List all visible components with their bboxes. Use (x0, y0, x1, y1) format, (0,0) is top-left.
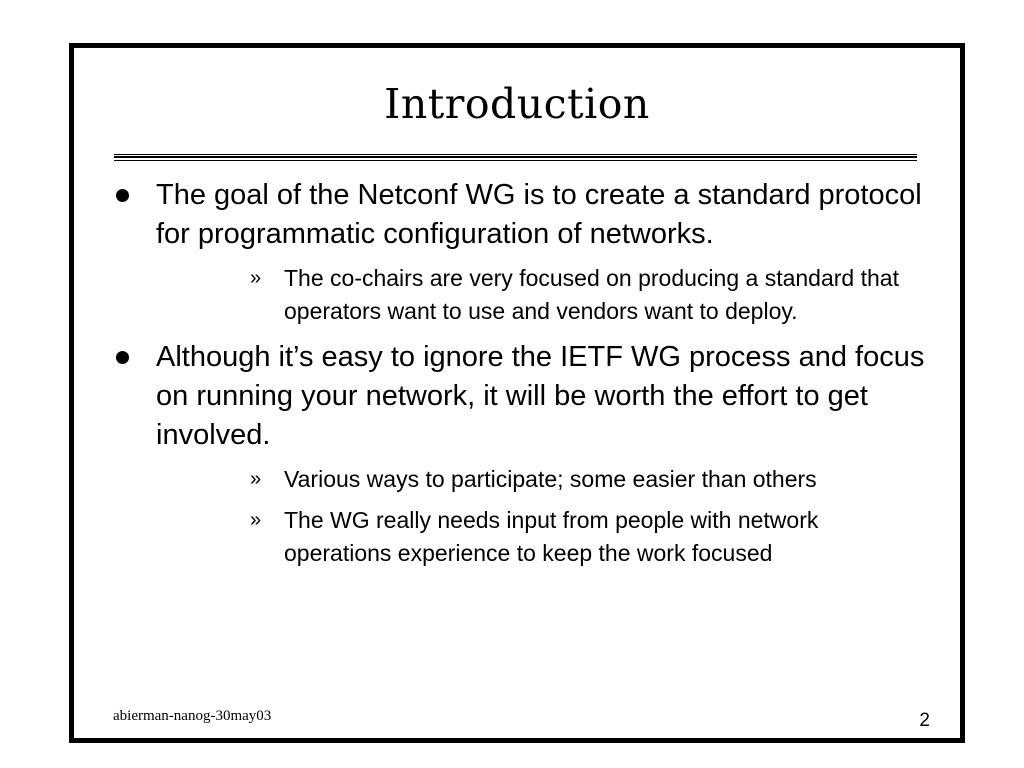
sub-bullet-marker: » (250, 509, 262, 531)
bullet-item (74, 176, 960, 328)
bullet-item (74, 338, 960, 570)
sub-bullet-text: Various ways to participate; some easier than others (284, 466, 817, 492)
title-divider (114, 154, 917, 155)
title-divider (114, 160, 917, 161)
footer-label: abierman-nanog-30may03 (113, 708, 272, 724)
sub-bullet-list (156, 262, 940, 328)
slide-frame (69, 43, 965, 743)
bullet-dot-icon (116, 189, 129, 202)
slide-content (74, 176, 960, 580)
title-divider (114, 156, 917, 158)
sub-bullet-list (156, 463, 940, 570)
sub-bullet-marker: » (250, 267, 262, 289)
sub-bullet-item (156, 463, 940, 496)
bullet-text: Although it’s easy to ignore the IETF WG process and focus on running your network, it will be worth the effort to get involved. (156, 341, 925, 451)
bullet-dot-icon (116, 351, 129, 364)
slide-title: Introduction (384, 80, 650, 128)
bullet-text: The goal of the Netconf WG is to create a standard protocol for programmatic configuration of networks. (156, 179, 922, 250)
sub-bullet-item (156, 504, 940, 570)
sub-bullet-marker: » (250, 468, 262, 490)
sub-bullet-text: The co-chairs are very focused on producing a standard that operators want to use and vendors want to deploy. (284, 265, 899, 324)
sub-bullet-text: The WG really needs input from people with network operations experience to keep the work focused (284, 507, 819, 566)
page-number: 2 (919, 710, 930, 731)
sub-bullet-item (156, 262, 940, 328)
